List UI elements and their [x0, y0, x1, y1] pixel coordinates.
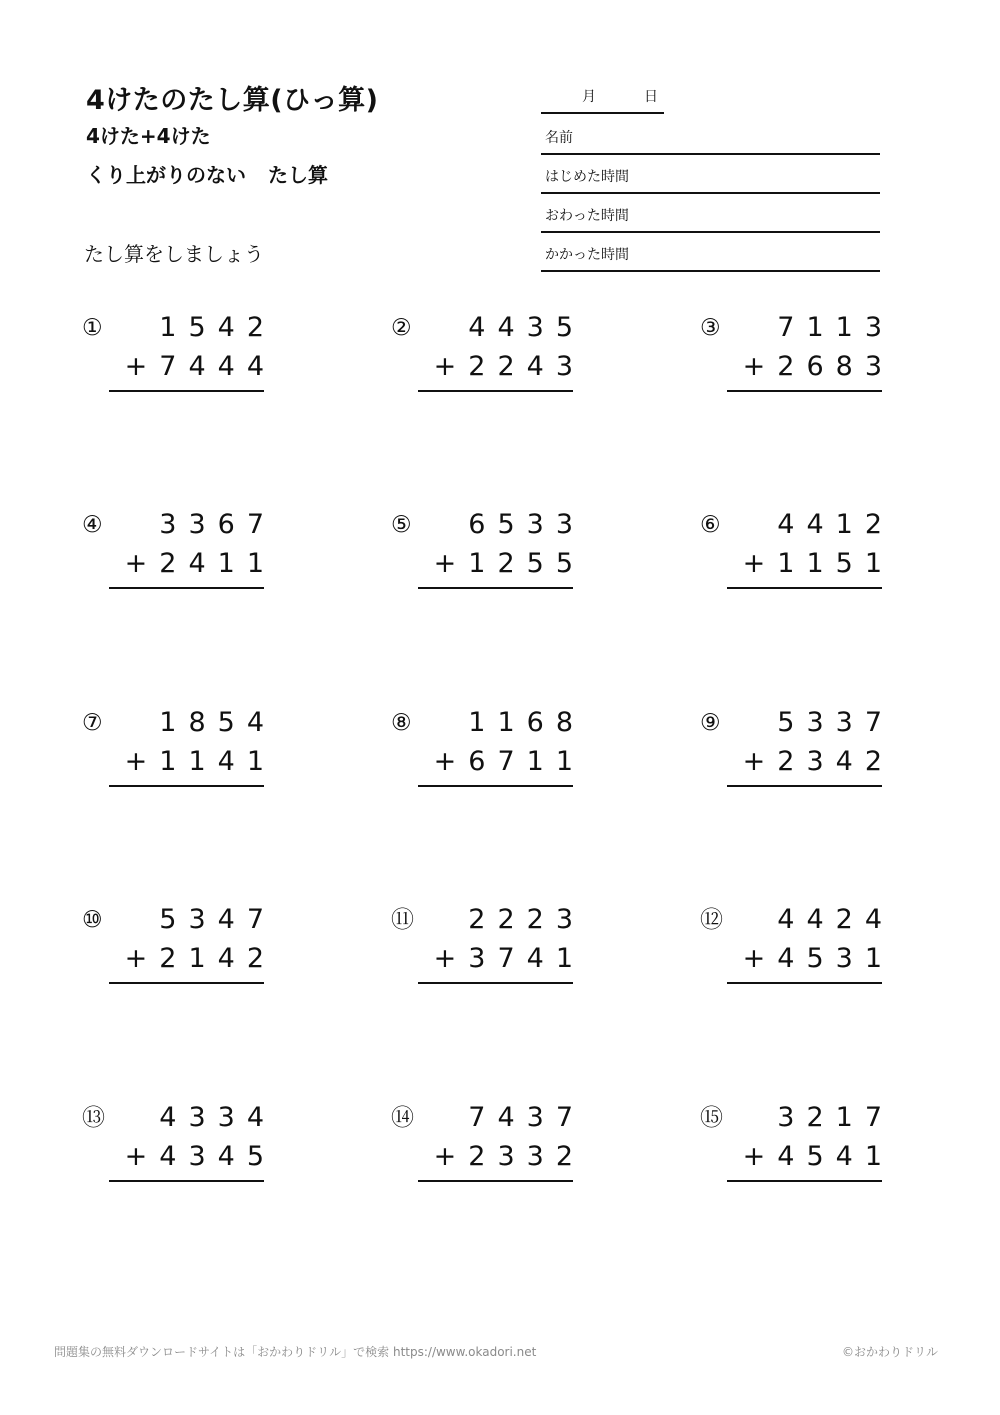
name-field: [541, 116, 880, 155]
answer-line: [727, 785, 882, 787]
addend-bottom: +1255: [433, 548, 585, 579]
end-time-label: おわった時間: [545, 208, 629, 224]
problem-number: ⑦: [82, 710, 103, 736]
answer-line: [727, 1180, 882, 1182]
answer-line: [109, 982, 264, 984]
addend-bottom: +1141: [124, 746, 276, 777]
addend-bottom: +3741: [433, 943, 585, 974]
addend-bottom: +7444: [124, 351, 276, 382]
problem-11: [391, 904, 585, 985]
problem-number: ④: [82, 512, 103, 538]
answer-line: [418, 587, 573, 589]
problem-number: ⑧: [391, 710, 412, 736]
answer-line: [418, 982, 573, 984]
problem-8: [391, 707, 585, 788]
elapsed-time-label: かかった時間: [545, 247, 629, 263]
problem-number: ⑭: [391, 1105, 414, 1131]
name-label: 名前: [545, 130, 573, 146]
problem-number: ⑩: [82, 907, 103, 933]
addend-top: 4334: [159, 1102, 276, 1133]
elapsed-time-field: [541, 233, 880, 272]
addend-top: 1854: [159, 707, 276, 738]
problem-number: ②: [391, 315, 412, 341]
addend-bottom: +2142: [124, 943, 276, 974]
problem-2: [391, 312, 585, 393]
addend-top: 1542: [159, 312, 276, 343]
problem-6: [700, 509, 894, 590]
addend-bottom: +6711: [433, 746, 585, 777]
answer-line: [727, 390, 882, 392]
addend-top: 4412: [777, 509, 894, 540]
end-time-field: [541, 194, 880, 233]
problem-4: [82, 509, 276, 590]
problem-number: ⑨: [700, 710, 721, 736]
subtitle-no-carry: くり上がりのない: [86, 163, 246, 187]
addend-top: 3367: [159, 509, 276, 540]
problem-number: ⑬: [82, 1105, 105, 1131]
addend-top: 2223: [468, 904, 585, 935]
answer-line: [418, 390, 573, 392]
answer-line: [109, 390, 264, 392]
problem-number: ⑪: [391, 907, 414, 933]
footer-copyright: ©おかわりドリル: [841, 1345, 938, 1359]
addend-top: 1168: [468, 707, 585, 738]
date-field: [541, 84, 664, 114]
addend-top: 3217: [777, 1102, 894, 1133]
problem-13: [82, 1102, 276, 1183]
answer-line: [418, 1180, 573, 1182]
problem-number: ⑮: [700, 1105, 723, 1131]
problem-9: [700, 707, 894, 788]
answer-line: [418, 785, 573, 787]
start-time-field: [541, 155, 880, 194]
addend-top: 5337: [777, 707, 894, 738]
problem-number: ①: [82, 315, 103, 341]
page-title: 4けたのたし算(ひっ算): [86, 85, 379, 116]
addend-bottom: +2332: [433, 1141, 585, 1172]
addend-bottom: +2342: [742, 746, 894, 777]
start-time-label: はじめた時間: [545, 169, 629, 185]
problem-number: ⑤: [391, 512, 412, 538]
problem-number: ③: [700, 315, 721, 341]
addend-top: 6533: [468, 509, 585, 540]
problem-10: [82, 904, 276, 985]
problem-12: [700, 904, 894, 985]
answer-line: [727, 982, 882, 984]
subtitle-addition: たし算: [268, 163, 328, 187]
addend-bottom: +2683: [742, 351, 894, 382]
answer-line: [109, 1180, 264, 1182]
addend-top: 5347: [159, 904, 276, 935]
subtitle-type: [86, 159, 328, 188]
footer-site-text: 問題集の無料ダウンロードサイトは「おかわりドリル」で検索 https://www.okadori.net: [54, 1345, 537, 1359]
answer-line: [109, 587, 264, 589]
addend-bottom: +1151: [742, 548, 894, 579]
addend-top: 4424: [777, 904, 894, 935]
problem-14: [391, 1102, 585, 1183]
problem-3: [700, 312, 894, 393]
addend-bottom: +2411: [124, 548, 276, 579]
problem-15: [700, 1102, 894, 1183]
problem-number: ⑫: [700, 907, 723, 933]
instruction-text: たし算をしましょう: [84, 242, 264, 266]
month-label: 月: [582, 89, 596, 105]
problem-5: [391, 509, 585, 590]
day-label: 日: [644, 89, 658, 105]
answer-line: [109, 785, 264, 787]
answer-line: [727, 587, 882, 589]
addend-bottom: +4531: [742, 943, 894, 974]
addend-bottom: +2243: [433, 351, 585, 382]
problem-1: [82, 312, 276, 393]
addend-top: 7437: [468, 1102, 585, 1133]
addend-top: 7113: [777, 312, 894, 343]
addend-bottom: +4345: [124, 1141, 276, 1172]
addend-bottom: +4541: [742, 1141, 894, 1172]
problem-number: ⑥: [700, 512, 721, 538]
problem-7: [82, 707, 276, 788]
addend-top: 4435: [468, 312, 585, 343]
subtitle-digits: 4けた+4けた: [86, 124, 211, 148]
